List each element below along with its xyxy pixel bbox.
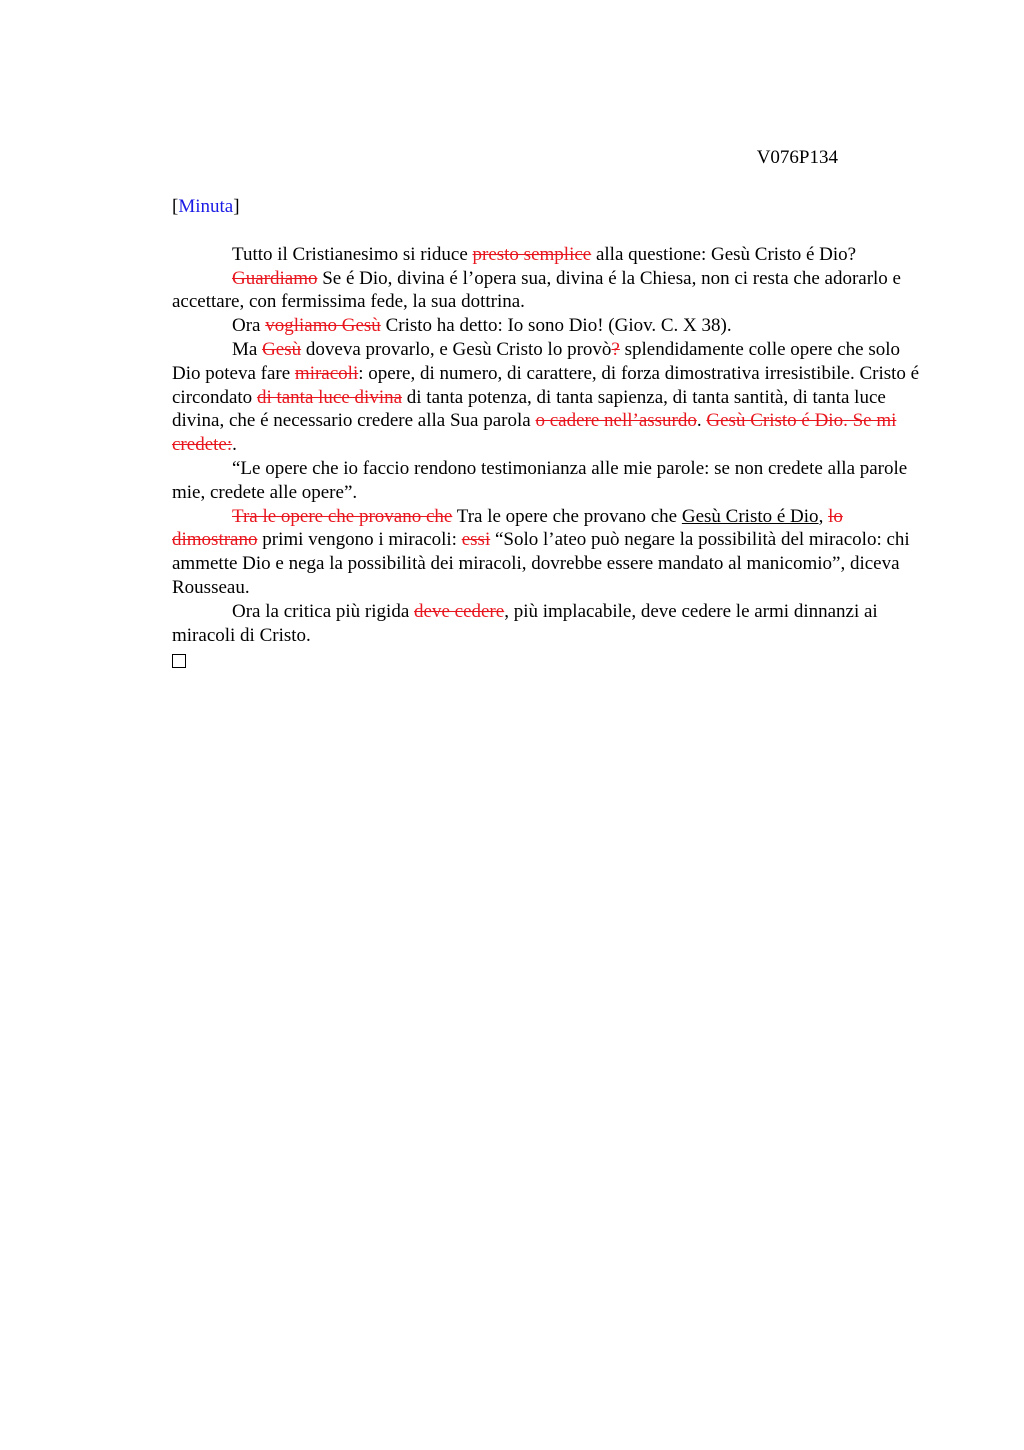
text-segment: “Solo l’ateo può negare la possibilità del miracolo: chi ammette Dio e nega la possibilità dei miracoli, dovrebbe essere mandato al manicomio”, diceva Rousseau. xyxy=(172,529,910,598)
text-segment: Ora la critica più rigida xyxy=(232,600,415,622)
minuta-label: Minuta xyxy=(178,196,234,217)
deleted-text: Gesù Cristo é Dio. Se mi credete: xyxy=(172,410,897,456)
text-segment: , xyxy=(818,505,829,527)
paragraph xyxy=(172,267,920,315)
paragraph xyxy=(172,338,920,457)
deleted-text: vogliamo Gesù xyxy=(265,315,381,337)
paragraph xyxy=(172,314,920,338)
text-segment: : opere, di numero, di carattere, di forza dimostrativa irresistibile. Cristo é circondato xyxy=(172,362,920,408)
deleted-text: Tra le opere che provano che xyxy=(232,505,453,527)
document-page xyxy=(172,146,920,675)
close-bracket: ] xyxy=(233,196,240,217)
open-bracket: [ xyxy=(172,196,179,217)
text-segment: Tutto il Cristianesimo si riduce xyxy=(232,243,473,265)
text-segment: . xyxy=(232,434,237,456)
paragraph xyxy=(172,600,920,648)
text-segment: , più implacabile, deve cedere le armi dinnanzi ai miracoli di Cristo. xyxy=(172,600,878,646)
deleted-text: ? xyxy=(611,338,620,360)
text-segment: di tanta potenza, di tanta sapienza, di tanta santità, di tanta luce divina, che é necessario credere alla Sua parola xyxy=(172,386,886,432)
square-outline-icon xyxy=(172,654,186,668)
paragraph xyxy=(172,243,920,267)
text-segment: Ma xyxy=(232,338,263,360)
text-segment: . xyxy=(696,410,707,432)
deleted-text: lo dimostrano xyxy=(172,505,843,551)
text-segment: splendidamente colle opere che solo Dio poteva fare xyxy=(172,338,901,384)
end-mark xyxy=(172,647,920,675)
text-segment: alla questione: Gesù Cristo é Dio? xyxy=(591,243,857,265)
text-segment: “Le opere che io faccio rendono testimonianza alle mie parole: se non credete alla parole mie, credete alle opere”. xyxy=(172,457,908,503)
paragraph xyxy=(172,505,920,600)
page-identifier: V076P134 xyxy=(756,147,838,168)
deleted-text: Guardiamo xyxy=(232,267,318,289)
deleted-text: di tanta luce divina xyxy=(256,386,403,408)
text-segment: Se é Dio, divina é l’opera sua, divina é la Chiesa, non ci resta che adorarlo e accettare, con fermissima fede, la sua dottrina. xyxy=(172,267,901,313)
deleted-text: deve cedere xyxy=(414,600,505,622)
deleted-text: Gesù xyxy=(262,338,302,360)
text-segment: doveva provarlo, e Gesù Cristo lo provò xyxy=(301,338,612,360)
deleted-text: presto semplice xyxy=(472,243,592,265)
section-label xyxy=(172,195,920,219)
deleted-text: essi xyxy=(461,529,491,551)
paragraph xyxy=(172,457,920,505)
document-body xyxy=(172,243,920,648)
text-segment: Ora xyxy=(232,315,266,337)
text-segment: primi vengono i miracoli: xyxy=(257,529,462,551)
deleted-text: o cadere nell’assurdo xyxy=(535,410,697,432)
underlined-text: Gesù Cristo é Dio xyxy=(681,505,819,527)
text-segment: Cristo ha detto: Io sono Dio! (Giov. C. X 38). xyxy=(380,315,732,337)
text-segment: Tra le opere che provano che xyxy=(452,505,682,527)
deleted-text: miracoli xyxy=(294,362,359,384)
